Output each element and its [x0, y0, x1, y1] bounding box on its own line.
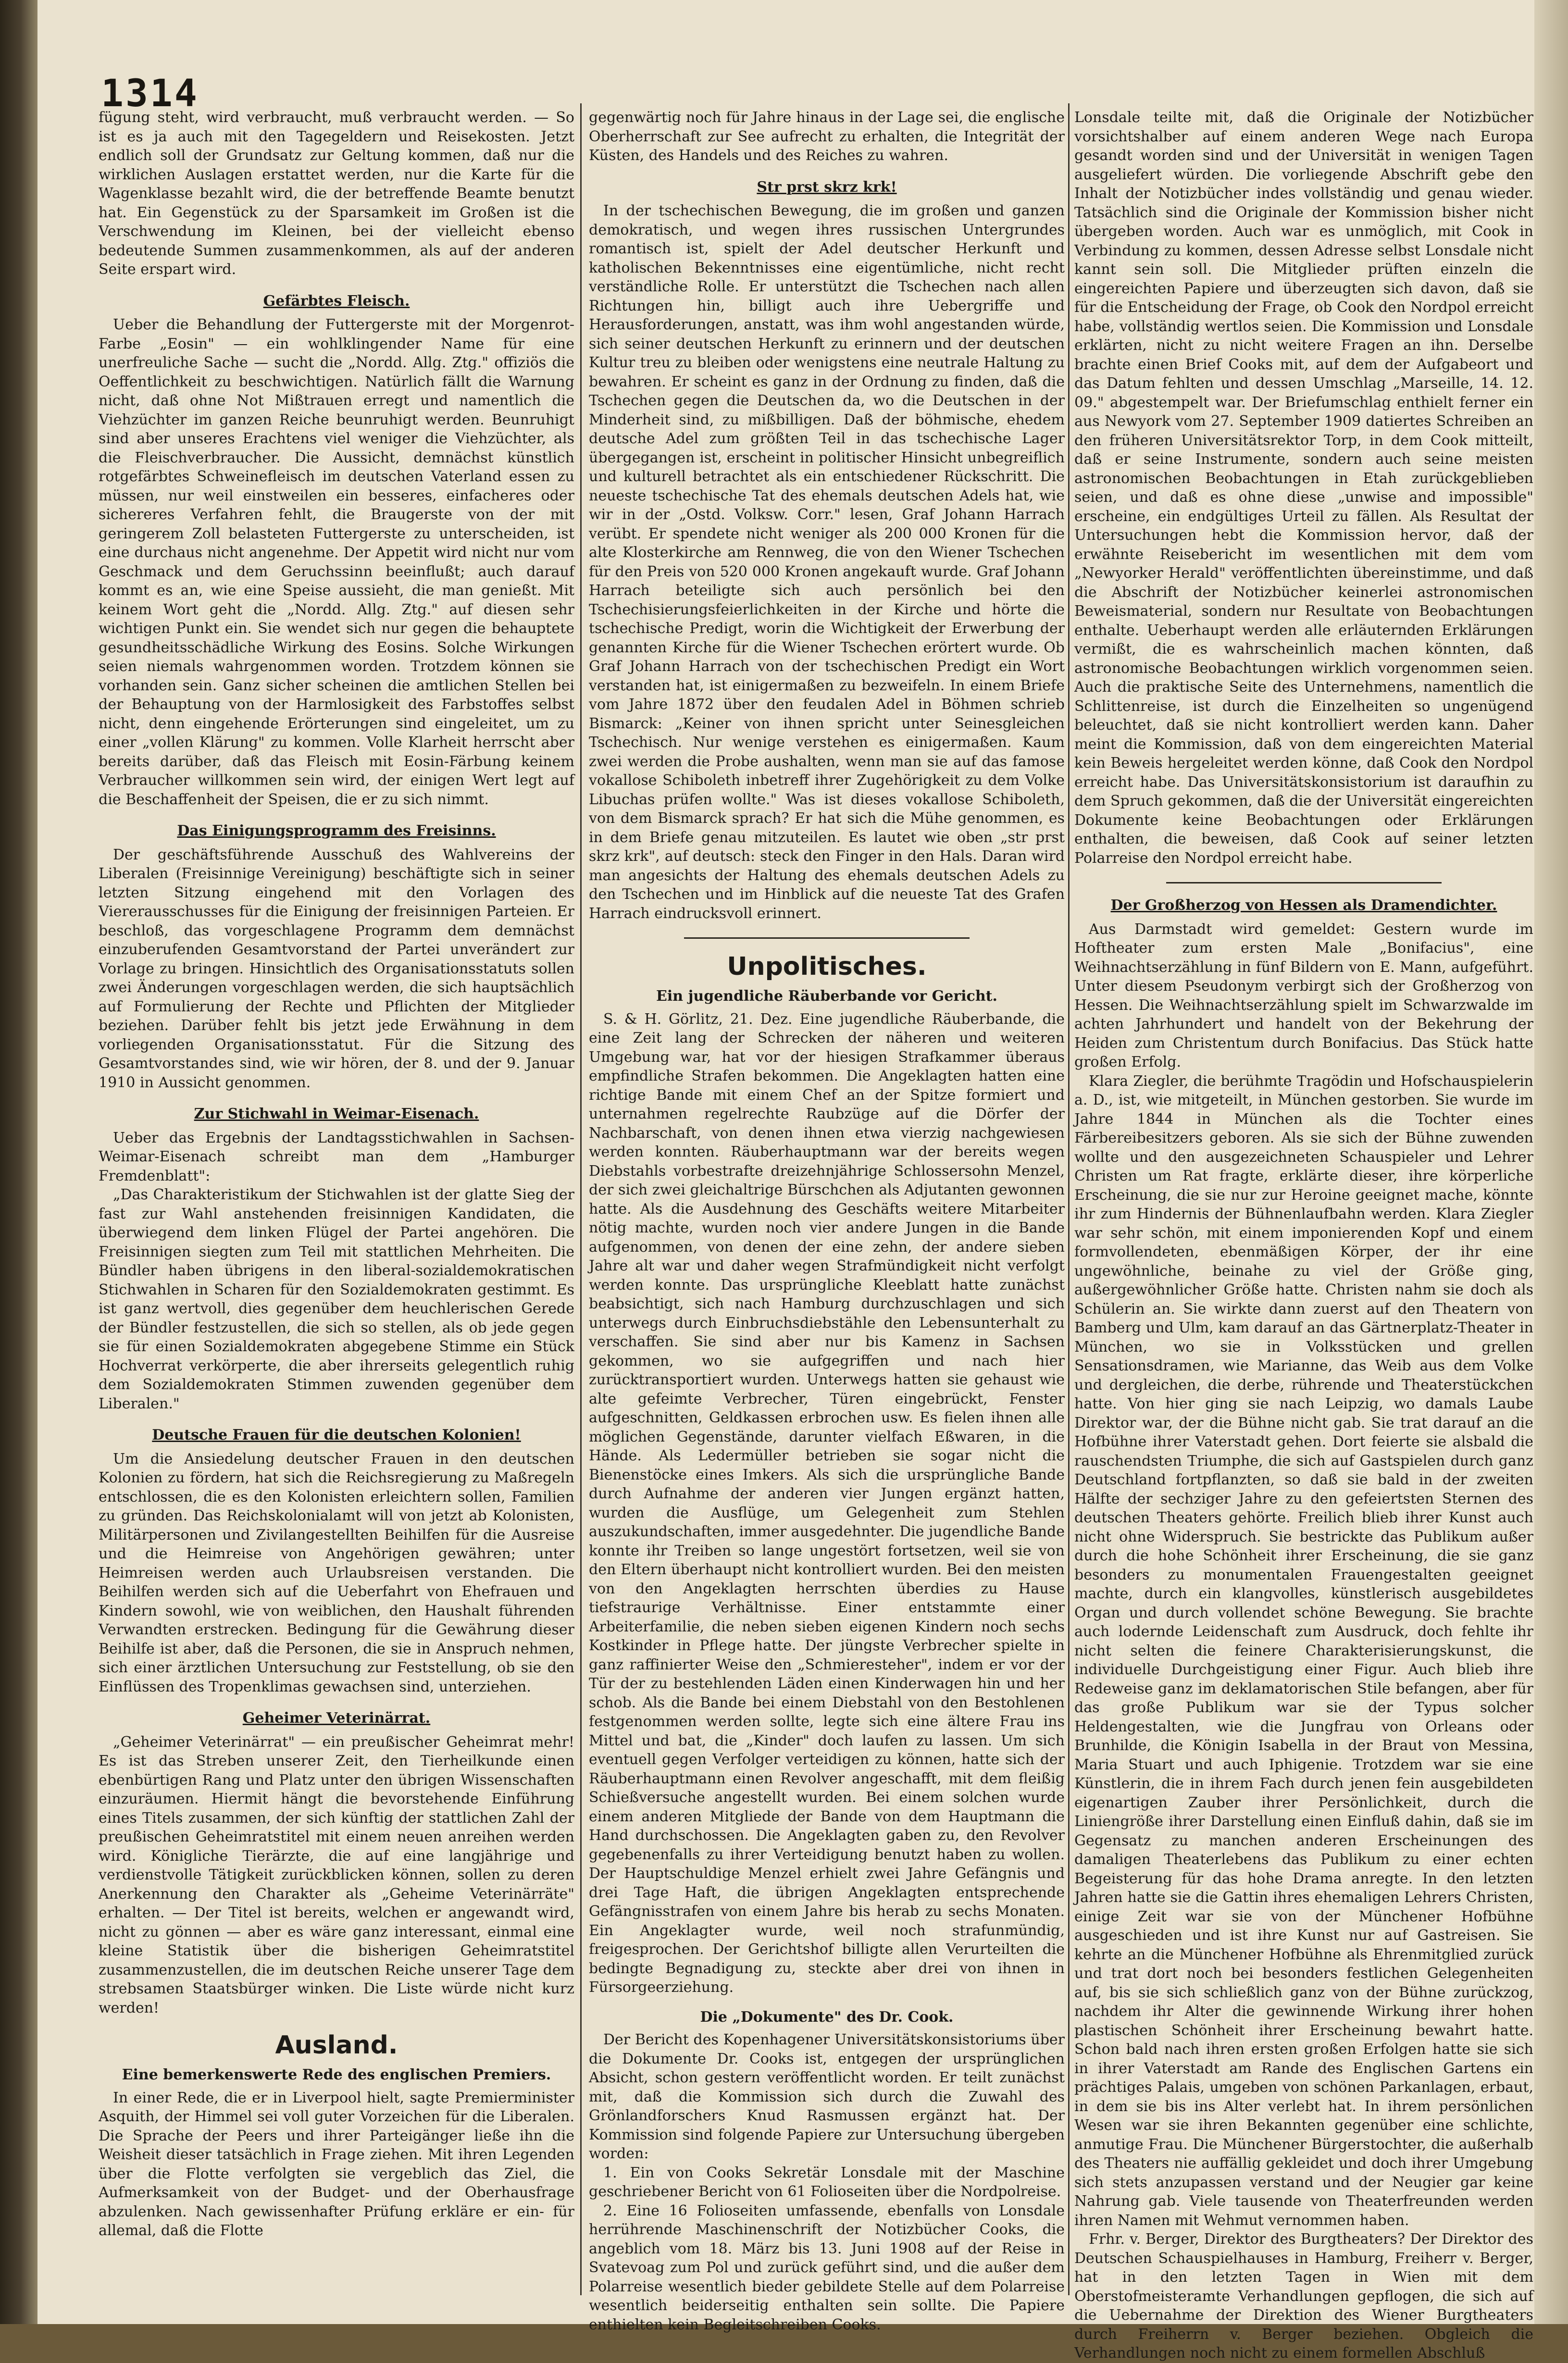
article-heading: Deutsche Frauen für die deutschen Kolonien! [152, 1427, 521, 1443]
article-subheading: Die „Dokumente" des Dr. Cook. [700, 2008, 954, 2026]
article-heading: Der Großherzog von Hessen als Dramendichter. [1110, 897, 1497, 914]
page-number: 1314 [101, 72, 199, 115]
article-quote: „Das Charakteristikum der Stichwahlen ist der glatte Sieg der fast zur Wahl anstehenden freisinnigen Kandidaten, die überwiegend dem linken Flügel der Partei angehören. Die Freisinnigen siegten zum Teil mit stattlichen Mehrheiten. Die Bündler haben übrigens in den liberal-sozialdemokratischen Stichwahlen in Scharen für den Sozialdemokraten gestimmt. Es ist ganz wertvoll, dies gegenüber dem heuchlerischen Gerede der Bündler festzustellen, die sich so stellen, als ob jede gegen sie für einen Sozialdemokraten abgegebene Stimme ein Stück Hochverrat verkörperte, die aber ihrerseits gelegentlich ruhig dem Sozialdemokraten Stimmen zuwenden gegenüber dem Liberalen." [99, 1186, 574, 1412]
article-heading: Str prst skrz krk! [757, 178, 897, 196]
article-heading: Gefärbtes Fleisch. [263, 292, 410, 310]
article-subheading: Eine bemerkenswerte Rede des englischen Premiers. [122, 2066, 551, 2083]
article-text: fügung steht, wird verbraucht, muß verbraucht werden. — So ist es ja auch mit den Tagegeldern und Reisekosten. Jetzt endlich soll der Grundsatz zur Geltung kommen, daß nur die wirklichen Auslagen erstattet werden, nur die Karte für die Wagenklasse bezahlt wird, die der betreffende Beamte benutzt hat. Ein Gegenstück zu der Sparsamkeit im Großen ist die Verschwendung im Kleinen, bei der vielleicht ebenso bedeutende Summen zusammenkommen, als auf der anderen Seite erspart wird. [99, 109, 574, 278]
column-rule [580, 103, 582, 2295]
article-text: Ueber die Behandlung der Futtergerste mit der Morgenrot-Farbe „Eosin" — ein wohlklingender Name für eine unerfreuliche Sache — sucht die „Nordd. Allg. Ztg." offiziös die Oeffentlichkeit zu beschwichtigen. Natürlich fällt die Warnung nicht, daß ohne Not Mißtrauen erregt und namentlich die Viehzüchter im ganzen Reiche beunruhigt werden. Beunruhigt sind aber unseres Erachtens viel weniger die Viehzüchter, als die Fleischverbraucher. Die Aussicht, demnächst künstlich rotgefärbtes Schweinefleisch im deutschen Vaterland essen zu müssen, nur weil einstweilen ein besseres, einfacheres oder sichereres Verfahren fehlt, die Braugerste von der mit geringerem Zoll belasteten Futtergerste zu unterscheiden, ist eine durchaus nicht angenehme. Der Appetit wird nicht nur vom Geschmack und dem Geruchssinn beeinflußt; auch darauf kommt es an, wie eine Speise aussieht, die man genießt. Mit keinem Wort geht die „Nordd. Allg. Ztg." auf diesen sehr wichtigen Punkt ein. Sie wendet sich nur gegen die behauptete gesundheitsschädliche Wirkung des Eosins. Solche Wirkungen seien niemals wahrgenommen worden. Trotzdem können sie vorhanden sein. Ganz sicher scheinen die amtlichen Stellen bei der Behauptung von der Harmlosigkeit des Farbstoffes selbst nicht, denn eingehende Erörterungen sind eingeleitet, um zu einer „vollen Klärung" zu kommen. Volle Klarheit herrscht aber bereits darüber, daß das Fleisch mit Eosin-Färbung keinem Verbraucher willkommen sein wird, der einigen Wert legt auf die Beschaffenheit der Speisen, die er zu sich nimmt. [99, 316, 574, 808]
article-text: Ueber das Ergebnis der Landtagsstichwahlen in Sachsen-Weimar-Eisenach schreibt man dem „Hamburger Fremdenblatt": [99, 1129, 574, 1184]
article-text: Der Bericht des Kopenhagener Universitätskonsistoriums über die Dokumente Dr. Cooks ist, entgegen der ursprünglichen Absicht, schon gestern veröffentlicht worden. Er teilt zunächst mit, daß die Kommission sich durch die Zuwahl des Grönlandforschers Knud Rasmussen ergänzt hat. Der Kommission sind folgende Papiere zur Untersuchung übergeben worden: [589, 2031, 1065, 2162]
column-2 [589, 108, 1065, 2333]
book-binding [0, 0, 37, 2324]
column-3 [1074, 108, 1533, 2362]
article-heading: Zur Stichwahl in Weimar-Eisenach. [194, 1106, 479, 1122]
article-text: Klara Ziegler, die berühmte Tragödin und Hofschauspielerin a. D., ist, wie mitgeteilt, in München gestorben. Sie wurde im Jahre 1844 in München als die Tochter eines Färbereibesitzers geboren. Als sie sich der Bühne zuwenden wollte und den ausgezeichneten Schauspieler und Lehrer Christen um Rat fragte, erklärte dieser, ihre körperliche Erscheinung, die sie nur zur Heroine geeignet mache, könnte ihr zum Hindernis der Bühnenlaufbahn werden. Klara Ziegler war sehr schön, mit einem imponierenden Kopf und einem formvollendeten, ebenmäßigen Körper, der ihr eine ungewöhnliche, beinahe zu viel der Größe ging, außergewöhnlicher Größe hatte. Christen nahm sie doch als Schülerin an. Sie wirkte dann zuerst auf den Theatern von Bamberg und Ulm, kam darauf an das Gärtnerplatz-Theater in München, wo sie in Volksstücken und grellen Sensationsdramen, wie Marianne, das Weib aus dem Volke und dergleichen, die derbe, rührende und Theaterstückchen hatte. Von hier ging sie nach Leipzig, wo damals Laube Direktor war, der die Bühne nicht gab. Sie trat darauf an die Hofbühne ihrer Vaterstadt gehen. Dort feierte sie alsbald die rauschendsten Triumphe, die sich auf Gastspielen durch ganz Deutschland fortpflanzten, so daß sie bald in der zweiten Hälfte der sechziger Jahre zu den gefeiertsten Sternen des deutschen Theaters gehörte. Freilich blieb ihrer Kunst auch nicht ohne Widerspruch. Sie bestrickte das Publikum außer durch die hohe Schönheit ihrer Erscheinung, die sie ganz besonders zu monumentalen Frauengestalten geeignet machte, durch ein klangvolles, künstlerisch ausgebildetes Organ und durch vollendet schöne Bewegung. Sie brachte auch lodernde Leidenschaft zum Ausdruck, doch fehlte ihr nicht selten die feinere Charakterisierungskunst, die individuelle Durchgeistigung einer Figur. Auch blieb ihre Redeweise ganz im deklamatorischen Stile befangen, aber für das große Publikum war sie der Typus solcher Heldengestalten, wie die Jungfrau von Orleans oder Brunhilde, die Königin Isabella in der Braut von Messina, Maria Stuart und auch Iphigenie. Trotzdem war sie eine Künstlerin, die in ihrem Fach durch jenen fein ausgebildeten eigenartigen Zauber ihrer Persönlichkeit, durch die Liniengröße ihrer Darstellung einen Einfluß dahin, daß sie im Gegensatz zu manchen anderen Erscheinungen des damaligen Theaterlebens das Publikum zu einer echten Begeisterung für das hohe Drama anregte. In den letzten Jahren hatte sie die Gattin ihres ehemaligen Lehrers Christen, einige Zeit war sie von der Münchener Hofbühne ausgeschieden und ist ihre Kunst nur auf Gastreisen. Sie kehrte an die Münchener Hofbühne als Ehrenmitglied zurück und trat dort noch bei besonders festlichen Gelegenheiten auf, bis sie sich schließlich ganz von der Bühne zurückzog, nachdem ihr Alter die gewinnende Wirkung ihrer hohen plastischen Schönheit ihrer Erscheinung bewahrt hatte. Schon bald nach ihren ersten großen Erfolgen hatte sie sich in ihrer Vaterstadt am Rande des Englischen Gartens ein prächtiges Palais, umgeben von schönen Parkanlagen, erbaut, in dem sie bis ins Alter verlebt hat. In ihrem persönlichen Wesen war sie ihren Bekannten gegenüber eine schlichte, anmutige Frau. Die Münchener Bürgerstochter, die außerhalb des Theaters nie auffällig gekleidet und doch ihrer Umgebung sich stets anzupassen verstand und der Neugier gar keine Nahrung gab. Viele tausende von Theaterfreunden werden ihren Namen mit Wehmut vernommen haben. [1074, 1072, 1533, 2229]
article-text: Der geschäftsführende Ausschuß des Wahlvereins der Liberalen (Freisinnige Vereinigung) beschäftigte sich in seiner letzten Sitzung eingehend mit den Vorlagen des Viererausschusses für die Einigung der freisinnigen Parteien. Er beschloß, das vorgeschlagene Programm dem demnächst einzuberufenden Gesamtvorstand der Partei unverändert zur Vorlage zu bringen. Hinsichtlich des Organisationsstatuts sollen zwei Änderungen vorgeschlagen werden, die sich hauptsächlich auf Formulierung der Rechte und Pflichten der Mitglieder beziehen. Darüber fehlt bis jetzt jede Erwähnung in dem vorliegenden Organisationsstatut. Für die Sitzung des Gesamtvorstandes sind, wie wir hören, der 8. und der 9. Januar 1910 in Aussicht genommen. [99, 846, 574, 1091]
article-text: In einer Rede, die er in Liverpool hielt, sagte Premierminister Asquith, der Himmel sei voll guter Vorzeichen für die Liberalen. Die Sprache der Peers und ihrer Parteigänger ließe ihn die Weisheit dieser tatsächlich in Frage ziehen. Mit ihren Legenden über die Flotte verfolgten sie vergeblich das Ziel, die Aufmerksamkeit von der Budget- und der Oberhausfrage abzulenken. Nach gewissenhafter Prüfung erkläre er ein- für allemal, daß die Flotte [99, 2089, 574, 2239]
article-text: Frhr. v. Berger, Direktor des Burgtheaters? Der Direktor des Deutschen Schauspielhauses in Hamburg, Freiherr v. Berger, hat in den letzten Tagen in Wien mit dem Oberstofmeisteramte Verhandlungen gepflogen, die sich auf die Uebernahme der Direktion des Wiener Burgtheaters durch Freiherrn v. Berger beziehen. Obgleich die Verhandlungen noch nicht zu einem formellen Abschluß [1074, 2231, 1533, 2362]
divider [1166, 882, 1442, 883]
article-text: In der tschechischen Bewegung, die im großen und ganzen demokratisch, und wegen ihres russischen Untergrundes romantisch ist, spielt der Adel deutscher Herkunft und katholischen Bekenntnisses eine eigentümliche, nicht recht verständliche Rolle. Er unterstützt die Tschechen nach allen Richtungen hin, billigt auch ihre Uebergriffe und Herausforderungen, anstatt, was ihm wohl angestanden würde, sich seiner deutschen Herkunft zu erinnern und der deutschen Kultur treu zu bleiben oder wenigstens eine neutrale Haltung zu bewahren. Er scheint es ganz in der Ordnung zu finden, daß die Tschechen gegen die Deutschen da, wo die Deutschen in der Minderheit sind, zu mißbilligen. Daß der böhmische, ehedem deutsche Adel zum größten Teil in das tschechische Lager übergegangen ist, erscheint in politischer Hinsicht unbegreiflich und kulturell betrachtet als ein entschiedener Rückschritt. Die neueste tschechische Tat des ehemals deutschen Adels hat, wie wir in der „Ostd. Volksw. Corr." lesen, Graf Johann Harrach verübt. Er spendete nicht weniger als 200 000 Kronen für die alte Klosterkirche am Rennweg, die von den Wiener Tschechen für den Preis von 520 000 Kronen angekauft wurde. Graf Johann Harrach beteiligte sich auch persönlich bei den Tschechisierungsfeierlichkeiten in der Kirche und hörte die tschechische Predigt, worin die Wichtigkeit der Erwerbung der genannten Kirche für die Wiener Tschechen erörtert wurde. Ob Graf Johann Harrach von der tschechischen Predigt ein Wort verstanden hat, ist einigermaßen zu bezweifeln. In einem Briefe vom Jahre 1872 über den feudalen Adel in Böhmen schrieb Bismarck: „Keiner von ihnen spricht unter Seinesgleichen Tschechisch. Nur wenige verstehen es einigermaßen. Kaum zwei werden die Probe aushalten, wenn man sie auf das famose vokallose Schiboleth inbetreff ihrer Zugehörigkeit zu dem Volke Libuchas prüfen wollte." Was ist dieses vokallose Schiboleth, von dem Bismarck sprach? Er hat sich die Mühe genommen, es in dem Briefe genau mitzuteilen. Es lautet wie oben „str prst skrz krk", auf deutsch: steck den Finger in den Hals. Daran wird man angesichts der Haltung des ehemals deutschen Adels zu den Tschechen und im Hinblick auf die neueste Tat des Grafen Harrach eindrucksvoll erinnert. [589, 202, 1065, 922]
article-text: 1. Ein von Cooks Sekretär Lonsdale mit der Maschine geschriebener Bericht von 61 Folioseiten über die Nordpolreise. [589, 2164, 1065, 2200]
article-subheading: Ein jugendliche Räuberbande vor Gericht. [656, 988, 997, 1005]
article-text: 2. Eine 16 Folioseiten umfassende, ebenfalls von Lonsdale herrührende Maschinenschrift der Notizbücher Cooks, die angeblich vom 18. März bis 13. Juni 1908 auf der Reise in Svatevoag zum Pol und zurück geführt sind, und die außer dem Polarreise wesentlich bieder gebildete Stelle auf dem Polarreise wesentlich beiderseitig enthalten sein sollte. Die Papiere enthielten kein Begleitschreiben Cooks. [589, 2202, 1065, 2333]
article-text: Lonsdale teilte mit, daß die Originale der Notizbücher vorsichtshalber auf einem anderen Wege nach Europa gesandt worden sind und der Universität in wenigen Tagen ausgeliefert würden. Die vorliegende Abschrift gebe den Inhalt der Notizbücher indes vollständig und genau wieder. Tatsächlich sind die Originale der Kommission bisher nicht übergeben worden. Auch war es unmöglich, mit Cook in Verbindung zu kommen, dessen Adresse selbst Lonsdale nicht kannt sein soll. Die Mitglieder prüften einzeln die eingereichten Papiere und überzeugten sich davon, daß sie für die Entscheidung der Frage, ob Cook den Nordpol erreicht habe, vollständig wertlos seien. Die Kommission und Lonsdale erklärten, nicht zu nicht weitere Fragen an ihn. Derselbe brachte einen Brief Cooks mit, auf dem der Aufgabeort und das Datum fehlten und dessen Umschlag „Marseille, 14. 12. 09." abgestempelt war. Der Briefumschlag enthielt ferner ein aus Newyork vom 27. September 1909 datiertes Schreiben an den früheren Universitätsrektor Torp, in dem Cook mitteilt, daß er seine Instrumente, sondern auch seine meisten astronomischen Beobachtungen in Etah zurückgeblieben seien, und daß es ohne diese „unwise and impossible" erscheine, ein endgültiges Urteil zu fällen. Als Resultat der Untersuchungen hebt die Kommission hervor, daß der erwähnte Reisebericht im wesentlichen mit dem vom „Newyorker Herald" veröffentlichten übereinstimme, und daß die Abschrift der Notizbücher keinerlei astronomischen Beweismaterial, sondern nur Resultate von Beobachtungen enthalte. Ueberhaupt werden alle erläuternden Erklärungen vermißt, die es wahrscheinlich machen könnten, daß astronomische Beobachtungen wirklich vorgenommen seien. Auch die praktische Seite des Unternehmens, namentlich die Schlittenreise, ist durch die Einzelheiten so ungenügend beleuchtet, daß sie nicht kontrolliert werden kann. Daher meint die Kommission, daß von dem eingereichten Material kein Beweis hergeleitet werden könne, daß Cook den Nordpol erreicht habe. Das Universitätskonsistorium ist daraufhin zu dem Spruch gekommen, daß die der Universität eingereichten Dokumente keine Beobachtungen oder Erklärungen enthalten, die beweisen, daß Cook auf seiner letzten Polarreise den Nordpol erreicht habe. [1074, 109, 1533, 867]
article-text: S. & H. Görlitz, 21. Dez. Eine jugendliche Räuberbande, die eine Zeit lang der Schrecken der näheren und weiteren Umgebung war, hat vor der hiesigen Strafkammer überaus empfindliche Strafen bekommen. Die Angeklagten hatten eine richtige Bande mit einem Chef an der Spitze formiert und unternahmen regelrechte Raubzüge auf die Dörfer der Nachbarschaft, von denen ihnen etwa vierzig nachgewiesen werden konnten. Räuberhauptmann war der bereits wegen Diebstahls vorbestrafte dreizehnjährige Schlossersohn Menzel, der sich zwei gleichaltrige Bürschchen als Adjutanten gewonnen hatte. Als die Ausdehnung des Geschäfts weitere Mitarbeiter nötig machte, wurden noch vier andere Jungen in die Bande aufgenommen, von denen der eine zehn, der andere sieben Jahre alt war und daher wegen Strafmündigkeit nicht verfolgt werden konnte. Das ursprüngliche Kleeblatt hatte zunächst beabsichtigt, sich nach Hamburg durchzuschlagen und sich unterwegs durch Einbruchsdiebstähle den Lebensunterhalt zu verschaffen. Sie sind aber nur bis Kamenz in Sachsen gekommen, wo sie aufgegriffen und nach hier zurücktransportiert wurden. Unterwegs hatten sie gehaust wie alte gefeimte Verbrecher, Türen eingebrückt, Fenster aufgeschnitten, Geldkassen erbrochen usw. Es fielen ihnen alle möglichen Gegenstände, darunter vielfach Eßwaren, in die Hände. Als Ledermüller betrieben sie sogar nicht die Bienenstöcke eines Imkers. Als sich die ursprüngliche Bande durch Aufnahme der anderen vier Jungen ergänzt hatten, wurden die Ausflüge, um Gelegenheit zum Stehlen auszukundschaften, immer ausgedehnter. Die jugendliche Bande konnte ihr Treiben so lange ungestört fortsetzen, weil sie von den Eltern überhaupt nicht kontrolliert wurden. Bei den meisten von den Angeklagten herrschten überdies zu Hause tiefstraurige Verhältnisse. Einer entstammte einer Arbeiterfamilie, die neben sieben eigenen Kindern noch sechs Kostkinder in Pflege hatte. Der jüngste Verbrecher spielte in ganz raffinierter Weise den „Schmieresteher", indem er vor der Tür der zu bestehlenden Läden einen Kinderwagen hin und her schob. Als die Bande bei einem Diebstahl von den Bestohlenen festgenommen werden sollte, legte sich eine ältere Frau ins Mittel und bat, die „Kinder" doch laufen zu lassen. Um sich eventuell gegen Verfolger verteidigen zu können, hatte sich der Räuberhauptmann einen Revolver angeschafft, mit dem fleißig Schießversuche angestellt wurden. Bei einem solchen wurde einem anderen Mitgliede der Bande von dem Hauptmann die Hand durchschossen. Die Angeklagten gaben zu, den Revolver gegebenenfalls zu ihrer Verteidigung benutzt haben zu wollen. Der Hauptschuldige Menzel erhielt zwei Jahre Gefängnis und drei Tage Haft, die übrigen Angeklagten entsprechende Gefängnisstrafen von einem Jahre bis herab zu sechs Monaten. Ein Angeklagter wurde, weil noch strafunmündig, freigesprochen. Der Gerichtshof billigte allen Verurteilten die bedingte Begnadigung zu, steckte aber drei von ihnen in Fürsorgeerziehung. [589, 1010, 1065, 1996]
column-rule [1068, 103, 1070, 2295]
page-edge [1534, 0, 1568, 2324]
article-text: „Geheimer Veterinärrat" — ein preußischer Geheimrat mehr! Es ist das Streben unserer Zeit, den Tierheilkunde einen ebenbürtigen Rang und Platz unter den übrigen Wissenschaften einzuräumen. Hiermit hängt die bevorstehende Einführung eines Titels zusammen, der sich künftig der stattlichen Zahl der preußischen Geheimratstitel mit einem neuen anreihen werden wird. Königliche Tierärzte, die auf eine langjährige und verdienstvolle Tätigkeit zurückblicken können, sollen zu deren Anerkennung den Charakter als „Geheime Veterinärräte" erhalten. — Der Titel ist bereits, welchen er angewandt wird, nicht zu gönnen — aber es wäre ganz interessant, einmal eine kleine Statistik über die bisherigen Geheimratstitel zusammenzustellen, die im deutschen Reiche unserer Tage dem strebsamen Staatsbürger winken. Die Liste würde nicht kurz werden! [99, 1733, 574, 2016]
article-heading: Geheimer Veterinärrat. [242, 1710, 431, 1727]
article-heading: Das Einigungsprogramm des Freisinns. [177, 822, 496, 839]
article-text: gegenwärtig noch für Jahre hinaus in der Lage sei, die englische Oberherrschaft zur See aufrecht zu erhalten, die Integrität der Küsten, des Handels und des Reiches zu wahren. [589, 109, 1065, 164]
column-1 [99, 108, 574, 2290]
divider [684, 937, 970, 939]
section-heading: Ausland. [275, 2031, 398, 2060]
article-text: Aus Darmstadt wird gemeldet: Gestern wurde im Hoftheater zum ersten Male „Bonifacius", eine Weihnachtserzählung in fünf Bildern von E. Mann, aufgeführt. Unter diesem Pseudonym verbirgt sich der Großherzog von Hessen. Die Weihnachtserzählung spielt im Schwarzwalde im achten Jahrhundert und handelt von der Bekehrung der Heiden zum Christentum durch Bonifacius. Das Stück hatte großen Erfolg. [1074, 920, 1533, 1070]
section-heading: Unpolitisches. [727, 952, 927, 981]
article-text: Um die Ansiedelung deutscher Frauen in den deutschen Kolonien zu fördern, hat sich die Reichsregierung zu Maßregeln entschlossen, die es den Kolonisten erleichtern sollen, Familien zu gründen. Das Reichskolonialamt will von jetzt ab Kolonisten, Militärpersonen und Zivilangestellten Beihilfen für die Ausreise und die Heimreise von Angehörigen gewähren; unter Heimreisen werden auch Urlaubsreisen verstanden. Die Beihilfen werden sich auf die Ueberfahrt von Ehefrauen und Kindern sowohl, wie von weiblichen, den Haushalt führenden Verwandten erstrecken. Bedingung für die Gewährung dieser Beihilfe ist aber, daß die Personen, die sie in Anspruch nehmen, sich einer ärztlichen Untersuchung zur Feststellung, ob sie den Einflüssen des Tropenklimas gewachsen sind, unterziehen. [99, 1450, 574, 1695]
